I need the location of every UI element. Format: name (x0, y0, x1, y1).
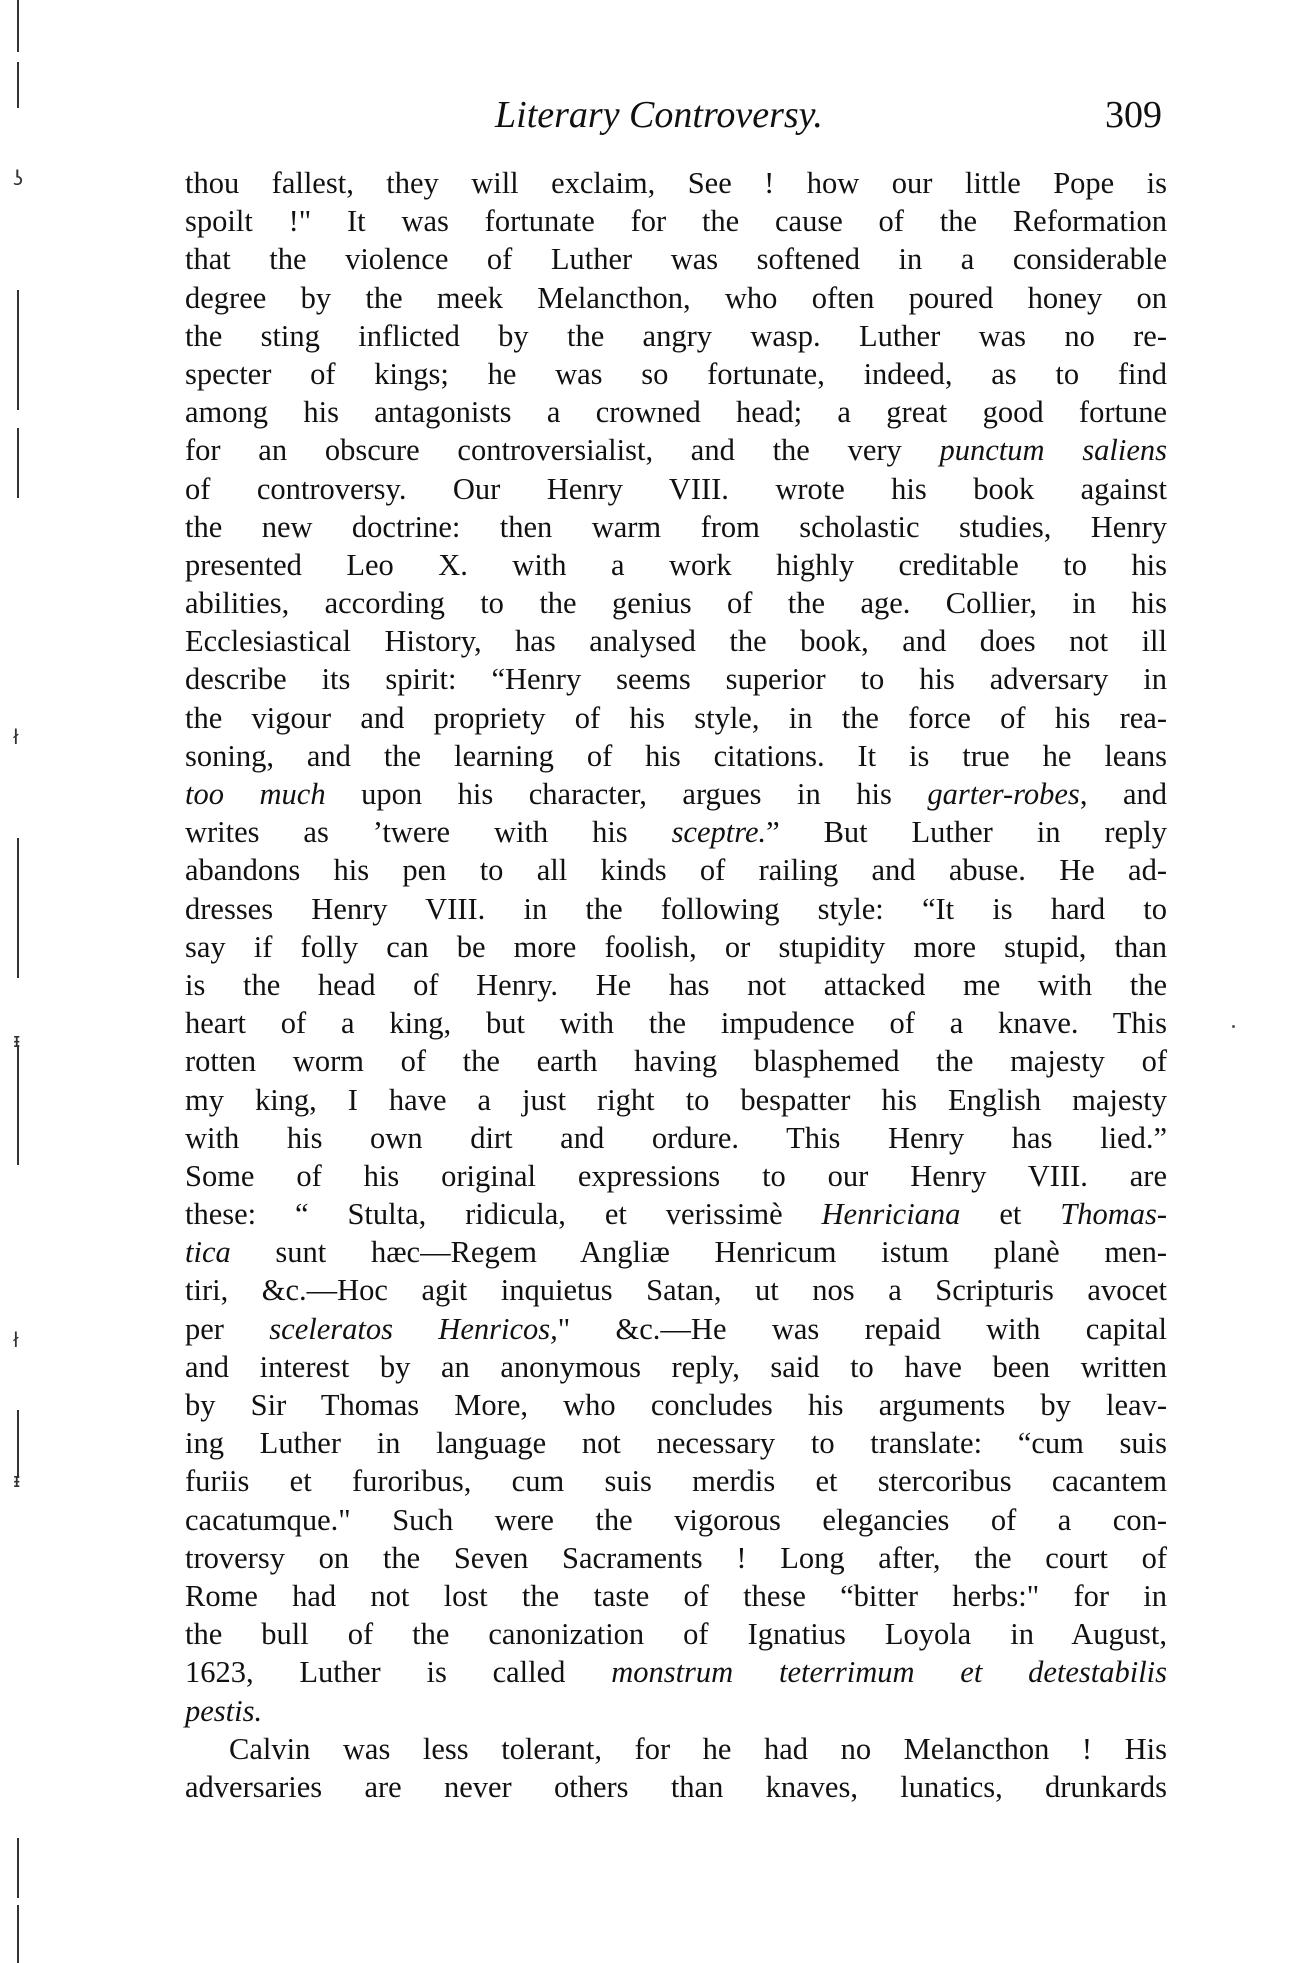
italic-text: too much (185, 777, 326, 811)
text-line (185, 202, 1167, 240)
binding-mark (17, 0, 19, 52)
text-line (185, 1768, 1167, 1806)
text-run: tiri, &c.—Hoc agit inquietus Satan, ut nos a Scripturis avocet (185, 1273, 1167, 1308)
scan-speck (1232, 1025, 1235, 1028)
scan-binding-edge (6, 0, 30, 1963)
text-run: Ecclesiastical History, has analysed the book, and does not ill (185, 624, 1167, 659)
text-run: adversaries are never others than knaves, lunatics, drunkards (185, 1769, 1167, 1804)
margin-mark: ł (13, 725, 19, 749)
text-run: rotten worm of the earth having blasphemed the majesty of (185, 1044, 1167, 1079)
text-run: my king, I have a just right to bespatter his English majesty (185, 1082, 1167, 1117)
text-run: soning, and the learning of his citations. It is true he leans (185, 738, 1167, 773)
text-line (185, 1615, 1167, 1653)
text-run: the new doctrine: then warm from scholastic studies, Henry (185, 509, 1167, 544)
text-run: writes as ’twere with his (185, 815, 672, 850)
text-line (185, 1310, 1167, 1348)
text-line (185, 279, 1167, 317)
text-line (185, 470, 1167, 508)
text-line (185, 699, 1167, 737)
running-head (185, 92, 1170, 138)
text-line (185, 393, 1167, 431)
text-line (185, 508, 1167, 546)
text-run: ing Luther in language not necessary to translate: “cum suis (185, 1426, 1167, 1461)
binding-mark (17, 290, 19, 410)
italic-text: Henriciana (821, 1197, 961, 1232)
text-line (185, 1424, 1167, 1462)
text-run: ” But Luther in reply (766, 815, 1167, 850)
text-run: dresses Henry VIII. in the following style: “It is hard to (185, 891, 1167, 926)
text-line (185, 355, 1167, 393)
text-run: for an obscure controversialist, and the very (185, 433, 940, 468)
text-run: with his own dirt and ordure. This Henry has lied.” (185, 1120, 1167, 1155)
text-line (185, 622, 1167, 660)
text-run: cacatumque." Such were the vigorous elegancies of a con- (185, 1502, 1167, 1537)
text-line (185, 928, 1167, 966)
binding-mark (17, 1045, 19, 1165)
binding-mark (17, 428, 19, 498)
text-run: thou fallest, they will exclaim, See ! how our little Pope is (185, 166, 1167, 200)
text-line (185, 1462, 1167, 1500)
binding-mark (17, 1905, 19, 1963)
text-line (185, 164, 1167, 202)
text-line (185, 1692, 1167, 1730)
text-line (185, 1348, 1167, 1386)
margin-mark: ᵻ (13, 1028, 21, 1052)
text-run: " &c.—He was repaid with capital (557, 1311, 1168, 1346)
text-line (185, 1081, 1167, 1119)
text-run: spoilt !" It was fortunate for the cause of the Reformation (185, 204, 1167, 239)
text-run: say if folly can be more foolish, or stupidity more stupid, than (185, 929, 1167, 964)
text-line (185, 317, 1167, 355)
text-line (185, 775, 1167, 813)
text-line (185, 966, 1167, 1004)
text-line (185, 1577, 1167, 1615)
text-run: abandons his pen to all kinds of railing and abuse. He ad- (185, 853, 1167, 888)
text-run: the sting inflicted by the angry wasp. Luther was no re- (185, 318, 1167, 353)
text-run: heart of a king, but with the impudence of a knave. This (185, 1006, 1167, 1041)
text-line (185, 1501, 1167, 1539)
text-run: is the head of Henry. He has not attacked me with the (185, 967, 1167, 1002)
text-run: upon his character, argues in his (325, 777, 928, 811)
text-line (185, 851, 1167, 889)
text-line (185, 584, 1167, 622)
italic-text: pestis. (185, 1693, 263, 1728)
italic-text: monstrum teterrimum et detestabilis (611, 1655, 1168, 1690)
text-run: per (185, 1311, 270, 1346)
text-run: sunt hæc—Regem Angliæ Henricum istum planè men- (230, 1235, 1167, 1270)
text-run: by Sir Thomas More, who concludes his arguments by leav- (185, 1388, 1167, 1422)
text-run: degree by the meek Melancthon, who often poured honey on (185, 280, 1167, 315)
text-run: that the violence of Luther was softened in a considerable (185, 242, 1167, 277)
italic-text: punctum saliens (939, 433, 1167, 468)
text-line (185, 1195, 1167, 1233)
text-run: furiis et furoribus, cum suis merdis et stercoribus cacantem (185, 1464, 1167, 1499)
text-run: the bull of the canonization of Ignatius Loyola in August, (185, 1617, 1167, 1652)
text-line (185, 546, 1167, 584)
text-run: these: “ Stulta, ridicula, et verissimè (185, 1197, 822, 1232)
text-run: et (960, 1197, 1061, 1232)
binding-mark (17, 1838, 19, 1898)
text-line (185, 813, 1167, 851)
italic-text: garter-robes (927, 777, 1080, 811)
text-run: specter of kings; he was so fortunate, indeed, as to find (185, 356, 1167, 391)
margin-mark: ᵻ (13, 1468, 21, 1492)
text-line (185, 1042, 1167, 1080)
italic-text: sceleratos Henricos, (269, 1311, 558, 1346)
text-run: , and (1079, 777, 1168, 811)
text-line (185, 431, 1167, 469)
text-run: describe its spirit: “Henry seems superior to his adversary in (185, 662, 1167, 697)
text-line (185, 1157, 1167, 1195)
text-line (185, 240, 1167, 278)
text-line (185, 660, 1167, 698)
text-run: the vigour and propriety of his style, in the force of his rea- (185, 700, 1167, 735)
italic-text: sceptre. (671, 815, 767, 850)
running-title: Literary Controversy. (495, 94, 823, 136)
text-line (185, 1730, 1167, 1768)
text-line (185, 1119, 1167, 1157)
text-run: Some of his original expressions to our Henry VIII. are (185, 1158, 1167, 1193)
margin-mark: ł (13, 1328, 19, 1352)
body-text (185, 164, 1167, 1806)
text-run: and interest by an anonymous reply, said to have been written (185, 1349, 1167, 1384)
text-line (185, 1386, 1167, 1424)
text-run: of controversy. Our Henry VIII. wrote his book against (185, 471, 1167, 506)
text-run: Calvin was less tolerant, for he had no Melancthon ! His (229, 1731, 1167, 1766)
margin-mark: ʖ (13, 166, 24, 190)
text-run: among his antagonists a crowned head; a great good fortune (185, 395, 1167, 430)
text-line (185, 890, 1167, 928)
text-run: troversy on the Seven Sacraments ! Long after, the court of (185, 1540, 1167, 1575)
text-line (185, 737, 1167, 775)
text-line (185, 1653, 1167, 1691)
page-number: 309 (1105, 94, 1162, 136)
binding-mark (17, 62, 19, 108)
italic-text: Thomas- (1060, 1197, 1167, 1232)
text-line (185, 1004, 1167, 1042)
binding-mark (17, 838, 19, 978)
text-run: abilities, according to the genius of the age. Collier, in his (185, 586, 1167, 621)
text-run: 1623, Luther is called (185, 1655, 612, 1690)
italic-text: tica (185, 1235, 231, 1270)
text-line (185, 1271, 1167, 1309)
text-run: presented Leo X. with a work highly creditable to his (185, 547, 1167, 582)
text-line (185, 1539, 1167, 1577)
text-run: Rome had not lost the taste of these “bitter herbs:" for in (185, 1578, 1167, 1613)
text-line (185, 1233, 1167, 1271)
